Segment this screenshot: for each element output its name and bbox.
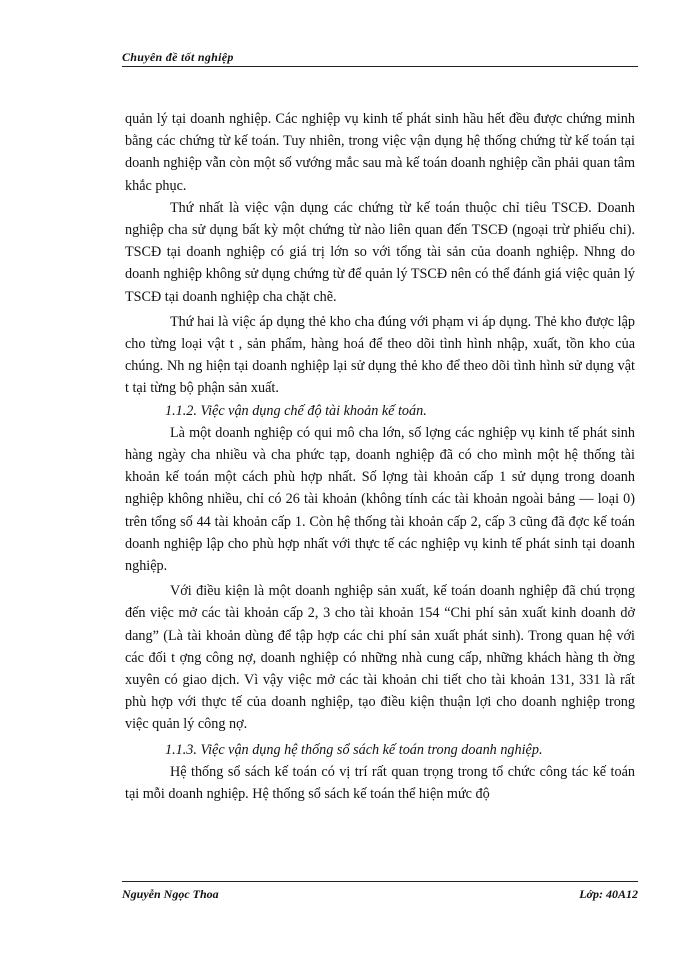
header-title: Chuyên đề tốt nghiệp (122, 50, 234, 64)
footer-class: Lớp: 40A12 (579, 887, 638, 901)
section-heading: 1.1.3. Việc vận dụng hệ thống sổ sách kế toán trong doanh nghiệp. (165, 741, 543, 758)
paragraph: quản lý tại doanh nghiệp. Các nghiệp vụ kinh tế phát sinh hầu hết đều được chứng minh bằng các chứng từ kế toán. Tuy nhiên, trong việc vận dụng hệ thống chứng từ kế toán tại doanh nghiệp vẫn còn một số vướng mắc sau mà kế toán doanh nghiệp cần phải quan tâm khắc phục. (125, 111, 635, 194)
footer-author: Nguyễn Ngọc Thoa (122, 887, 219, 901)
paragraph: Với điều kiện là một doanh nghiệp sản xuất, kế toán doanh nghiệp đã chú trọng đến việc mở các tài khoản cấp 2, 3 cho tài khoản 154 “Chi phí sản xuất kinh doanh dở dang” (Là tài khoản dùng để tập hợp các chi phí sản xuất phát sinh). Trong quan hệ với các đối t ợng công nợ, doanh nghiệp có những nhà cung cấp, những khách hàng th ờng xuyên có giao dịch. Vì vậy việc mở các tài khoản chi tiết cho tài khoản 131, 331 là rất phù hợp với thực tế của doanh nghiệp, tạo điều kiện thuận lợi cho doanh nghiệp trong việc quản lý công nợ. (125, 583, 635, 733)
paragraph: Thứ nhất là việc vận dụng các chứng từ kế toán thuộc chỉ tiêu TSCĐ. Doanh nghiệp cha sử dụng bất kỳ một chứng từ nào liên quan đến TSCĐ (ngoại trừ phiếu chi). TSCĐ tại doanh nghiệp có giá trị lớn so với tổng tài sản của doanh nghiệp. Nhng do doanh nghiệp không sử dụng chứng từ để quản lý TSCĐ nên có thể đánh giá việc quản lý TSCĐ tại doanh nghiệp cha chặt chẽ. (125, 199, 635, 305)
section-heading: 1.1.2. Việc vận dụng chế độ tài khoản kế toán. (165, 402, 427, 419)
paragraph: Là một doanh nghiệp có qui mô cha lớn, số lợng các nghiệp vụ kinh tế phát sinh hàng ngày cha nhiều và cha phức tạp, doanh nghiệp đã có cho mình một hệ thống tài khoản kế toán một cách phù hợp nhất. Số lợng tài khoản cấp 1 sử dụng trong doanh nghiệp không nhiều, chỉ có 26 tài khoản (không tính các tài khoản ngoài bảng — loại 0) trên tổng số 44 tài khoản cấp 1. Còn hệ thống tài khoản cấp 2, cấp 3 cũng đã đợc kế toán doanh nghiệp lập cho phù hợp nhất với thực tế các nghiệp vụ kinh tế phát sinh tại doanh nghiệp. (125, 424, 635, 575)
header-divider (122, 66, 638, 67)
footer-divider (122, 881, 638, 882)
page-header (122, 50, 638, 65)
document-body (125, 108, 635, 805)
paragraph: Hệ thống sổ sách kế toán có vị trí rất quan trọng trong tổ chức công tác kế toán tại mỗi doanh nghiệp. Hệ thống sổ sách kế toán thể hiện mức độ (125, 763, 635, 803)
paragraph: Thứ hai là việc áp dụng thẻ kho cha đúng với phạm vi áp dụng. Thẻ kho được lập cho từng loại vật t , sản phẩm, hàng hoá để theo dõi tình hình nhập, xuất, tồn kho của chúng. Nh ng hiện tại doanh nghiệp lại sử dụng thẻ kho để theo dõi tình hình sử dụng vật t tại từng bộ phận sản xuất. (125, 313, 635, 397)
